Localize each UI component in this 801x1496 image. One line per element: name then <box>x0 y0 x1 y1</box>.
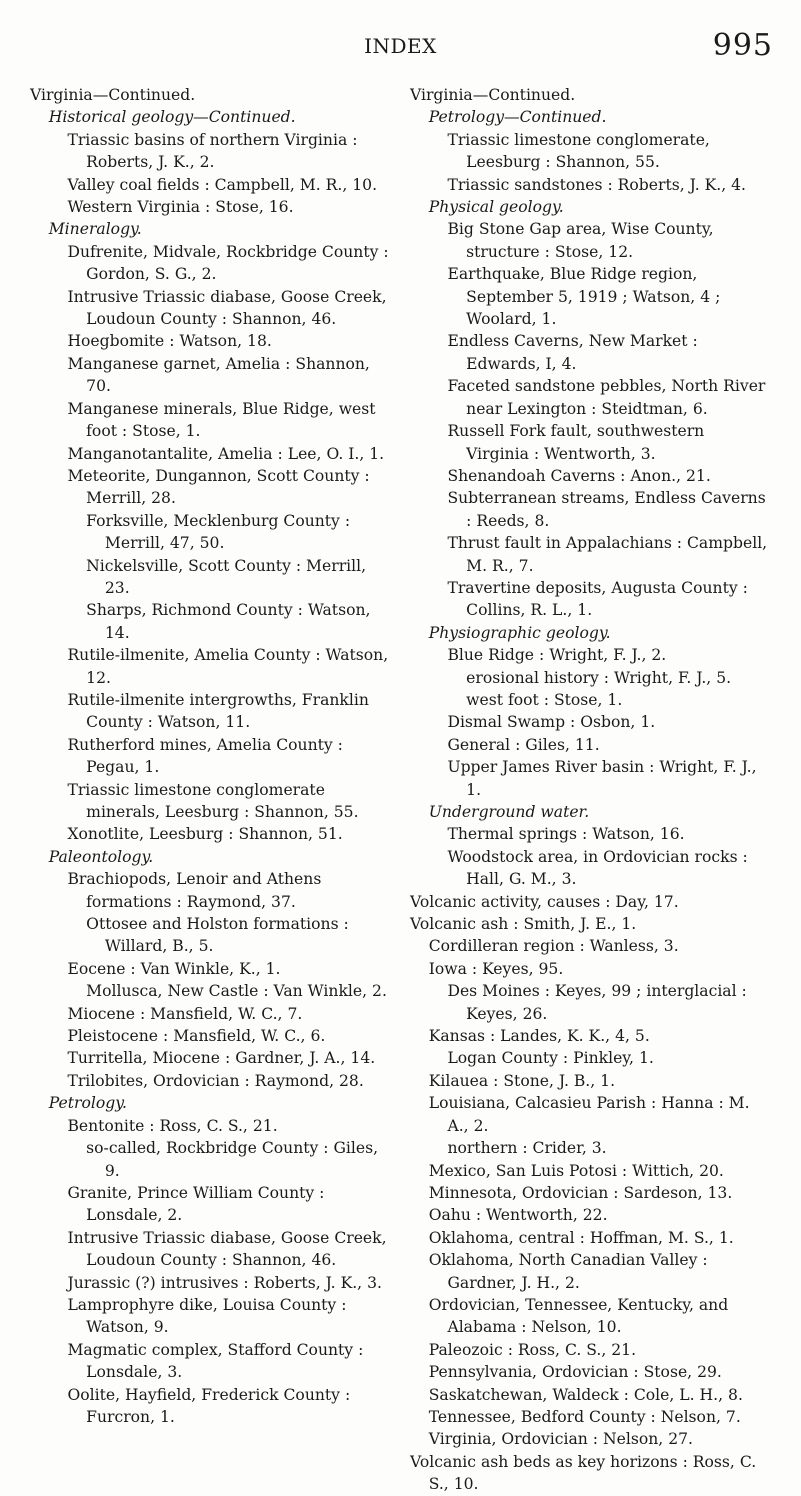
index-entry: Virginia—Continued. <box>410 86 576 104</box>
index-entry: Volcanic ash beds as key horizons : Ross, C. S., 10. <box>410 1452 757 1494</box>
right-column <box>410 84 770 1496</box>
index-entry: Kilauea : Stone, J. B., 1. <box>428 1071 616 1090</box>
index-title: INDEX <box>364 34 437 58</box>
index-entry: Travertine deposits, Augusta County : Collins, R. L., 1. <box>447 578 748 620</box>
index-entry: Dismal Swamp : Osbon, 1. <box>447 713 656 732</box>
index-entry: Mexico, San Luis Potosi : Wittich, 20. <box>428 1161 724 1180</box>
index-section-heading: Physical geology. <box>428 198 564 217</box>
index-entry: Virginia, Ordovician : Nelson, 27. <box>428 1430 693 1449</box>
index-entry: Intrusive Triassic diabase, Goose Creek, Loudoun County : Shannon, 46. <box>67 1228 387 1270</box>
index-entry: Ottosee and Holston formations : Willard, B., 5. <box>86 915 349 956</box>
index-entry: west foot : Stose, 1. <box>466 690 623 709</box>
index-entry: Intrusive Triassic diabase, Goose Creek, Loudoun County : Shannon, 46. <box>67 287 387 329</box>
index-entry: Iowa : Keyes, 95. <box>428 959 564 978</box>
index-entry: Paleozoic : Ross, C. S., 21. <box>428 1340 637 1359</box>
index-entry: Endless Caverns, New Market : Edwards, I, 4. <box>447 332 698 373</box>
index-section-heading: Physiographic geology. <box>428 623 611 642</box>
index-section-heading: Underground water. <box>428 803 590 821</box>
index-entry: Trilobites, Ordovician : Raymond, 28. <box>67 1071 364 1090</box>
index-entry: Virginia—Continued. <box>30 86 196 104</box>
index-entry: Triassic sandstones : Roberts, J. K., 4. <box>447 175 747 194</box>
left-column <box>30 84 390 1428</box>
index-entry: Saskatchewan, Waldeck : Cole, L. H., 8. <box>428 1385 743 1404</box>
index-entry: Ordovician, Tennessee, Kentucky, and Alabama : Nelson, 10. <box>428 1295 729 1337</box>
index-entry: Lamprophyre dike, Louisa County : Watson, 9. <box>67 1295 347 1337</box>
index-entry: Pennsylvania, Ordovician : Stose, 29. <box>428 1363 722 1382</box>
index-section-heading: Petrology—Continued. <box>428 108 607 127</box>
index-entry: erosional history : Wright, F. J., 5. <box>466 668 732 687</box>
index-entry: so-called, Rockbridge County : Giles, 9. <box>86 1139 379 1180</box>
index-section-heading: Paleontology. <box>48 847 154 866</box>
index-entry: Volcanic ash : Smith, J. E., 1. <box>410 915 637 934</box>
index-entry: Woodstock area, in Ordovician rocks : Hall, G. M., 3. <box>447 847 748 889</box>
index-entry: Manganese garnet, Amelia : Shannon, 70. <box>67 354 370 396</box>
index-entry: Subterranean streams, Endless Caverns : Reeds, 8. <box>447 489 766 530</box>
index-entry: Des Moines : Keyes, 99 ; interglacial : Keyes, 26. <box>447 982 747 1023</box>
index-entry: Magmatic complex, Stafford County : Lonsdale, 3. <box>67 1340 364 1382</box>
index-entry: Tennessee, Bedford County : Nelson, 7. <box>428 1407 741 1426</box>
index-entry: Volcanic activity, causes : Day, 17. <box>410 892 679 911</box>
index-entry: Granite, Prince William County : Lonsdale, 2. <box>67 1183 325 1225</box>
index-entry: Cordilleran region : Wanless, 3. <box>428 937 679 956</box>
index-entry: Blue Ridge : Wright, F. J., 2. <box>447 646 667 665</box>
index-entry: Western Virginia : Stose, 16. <box>67 198 294 217</box>
index-entry: Oolite, Hayfield, Frederick County : Furcron, 1. <box>67 1385 351 1426</box>
index-entry: Brachiopods, Lenoir and Athens formations : Raymond, 37. <box>67 870 322 911</box>
index-entry: Rutile-ilmenite, Amelia County : Watson, 12. <box>67 646 389 687</box>
index-entry: Valley coal fields : Campbell, M. R., 10. <box>67 175 378 194</box>
index-section-heading: Mineralogy. <box>48 220 142 239</box>
index-entry: Thrust fault in Appalachians : Campbell, M. R., 7. <box>447 534 768 575</box>
index-section-heading: Petrology. <box>48 1094 127 1113</box>
index-entry: Upper James River basin : Wright, F. J., 1. <box>447 758 757 799</box>
index-entry: Jurassic (?) intrusives : Roberts, J. K., 3. <box>67 1273 382 1292</box>
index-entry: Kansas : Landes, K. K., 4, 5. <box>428 1027 650 1046</box>
index-entry: Russell Fork fault, southwestern Virginia : Wentworth, 3. <box>447 422 705 463</box>
index-entry: Shenandoah Caverns : Anon., 21. <box>447 466 711 485</box>
index-entry: Forksville, Mecklenburg County : Merrill, 47, 50. <box>86 511 351 553</box>
index-entry: northern : Crider, 3. <box>447 1139 607 1158</box>
index-entry: Earthquake, Blue Ridge region, September 5, 1919 ; Watson, 4 ; Woolard, 1. <box>447 265 721 329</box>
index-entry: Miocene : Mansfield, W. C., 7. <box>67 1004 303 1023</box>
index-entry: Big Stone Gap area, Wise County, structure : Stose, 12. <box>447 220 714 261</box>
index-entry: Triassic limestone conglomerate minerals, Leesburg : Shannon, 55. <box>67 780 359 821</box>
index-entry: Triassic limestone conglomerate, Leesburg : Shannon, 55. <box>447 130 710 172</box>
index-entry: Logan County : Pinkley, 1. <box>447 1049 654 1068</box>
index-entry: Rutherford mines, Amelia County : Pegau, 1. <box>67 735 343 777</box>
index-entry: Oahu : Wentworth, 22. <box>428 1206 608 1225</box>
index-entry: Pleistocene : Mansfield, W. C., 6. <box>67 1027 326 1046</box>
index-entry: Rutile-ilmenite intergrowths, Franklin County : Watson, 11. <box>67 690 369 732</box>
index-entry: Manganotantalite, Amelia : Lee, O. I., 1. <box>67 444 385 463</box>
index-entry: Triassic basins of northern Virginia : Roberts, J. K., 2. <box>67 130 358 172</box>
index-entry: Turritella, Miocene : Gardner, J. A., 14. <box>67 1049 376 1068</box>
index-entry: Minnesota, Ordovician : Sardeson, 13. <box>428 1183 733 1202</box>
index-entry: Faceted sandstone pebbles, North River near Lexington : Steidtman, 6. <box>447 377 766 418</box>
index-entry: Thermal springs : Watson, 16. <box>447 825 685 844</box>
index-entry: Sharps, Richmond County : Watson, 14. <box>86 601 371 642</box>
page-number: 995 <box>712 28 773 63</box>
index-entry: Bentonite : Ross, C. S., 21. <box>67 1116 278 1135</box>
index-entry: Eocene : Van Winkle, K., 1. <box>67 959 281 978</box>
index-entry: General : Giles, 11. <box>447 735 600 754</box>
index-entry: Dufrenite, Midvale, Rockbridge County : Gordon, S. G., 2. <box>67 242 389 284</box>
index-entry: Hoegbomite : Watson, 18. <box>67 332 272 351</box>
index-entry: Oklahoma, North Canadian Valley : Gardner, J. H., 2. <box>428 1251 708 1292</box>
page-header <box>0 28 801 68</box>
index-entry: Mollusca, New Castle : Van Winkle, 2. <box>86 982 387 1001</box>
index-section-heading: Historical geology—Continued. <box>48 108 296 127</box>
index-entry: Nickelsville, Scott County : Merrill, 23. <box>86 556 367 597</box>
index-entry: Oklahoma, central : Hoffman, M. S., 1. <box>428 1228 734 1247</box>
index-entry: Meteorite, Dungannon, Scott County : Merrill, 28. <box>67 466 370 508</box>
index-entry: Manganese minerals, Blue Ridge, west foot : Stose, 1. <box>67 399 376 441</box>
index-entry: Louisiana, Calcasieu Parish : Hanna : M. A., 2. <box>428 1094 750 1135</box>
index-entry: Xonotlite, Leesburg : Shannon, 51. <box>67 825 343 844</box>
